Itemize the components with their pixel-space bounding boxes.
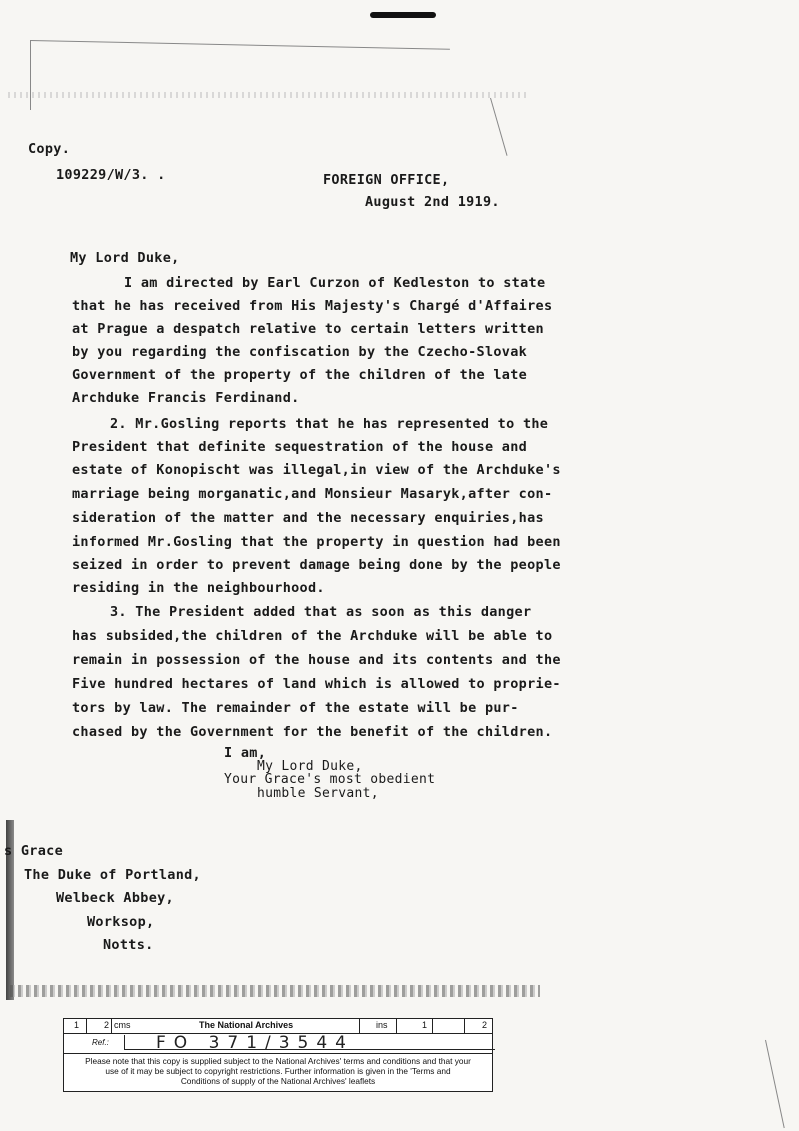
ref-value: FO 371/3544: [156, 1033, 355, 1053]
letter-date: August 2nd 1919.: [365, 194, 500, 210]
reference-number: 109229/W/3. .: [56, 167, 166, 183]
para1-line: by you regarding the confiscation by the Czecho-Slovak: [72, 344, 528, 360]
para2-line: seized in order to prevent damage being done by the people: [72, 557, 561, 573]
para2-line: 2. Mr.Gosling reports that he has represented to the: [110, 416, 549, 432]
ruler-unit: cms: [114, 1020, 131, 1030]
archive-name: The National Archives: [199, 1020, 294, 1030]
notice-line: Conditions of supply of the National Archives' leaflets: [180, 1076, 376, 1086]
para1-line: Archduke Francis Ferdinand.: [72, 390, 300, 406]
ruler-tick: [86, 1019, 87, 1033]
address-line: Welbeck Abbey,: [56, 890, 174, 906]
para2-line: marriage being morganatic,and Monsieur Masaryk,after con-: [72, 486, 553, 502]
para3-line: has subsided,the children of the Archduke will be able to: [72, 628, 553, 644]
ruler-tick: [111, 1019, 112, 1033]
ruler-number: 1: [422, 1020, 428, 1030]
salutation: My Lord Duke,: [70, 250, 180, 266]
ruler-tick: [359, 1019, 360, 1033]
ruler-number: 2: [482, 1020, 488, 1030]
para2-line: President that definite sequestration of the house and: [72, 439, 528, 455]
ruler-number: 1: [74, 1020, 80, 1030]
para3-line: Five hundred hectares of land which is allowed to proprie-: [72, 676, 561, 692]
corner-line: [490, 98, 507, 156]
closing-line: My Lord Duke,: [257, 759, 363, 774]
para3-line: chased by the Government for the benefit of the children.: [72, 724, 553, 740]
address-line: Notts.: [103, 937, 154, 953]
ref-label: Ref.:: [92, 1038, 109, 1047]
closing-line: Your Grace's most obedient: [224, 772, 436, 787]
para2-line: residing in the neighbourhood.: [72, 580, 325, 596]
para1-line: at Prague a despatch relative to certain letters written: [72, 321, 544, 337]
ruler-unit: ins: [376, 1020, 388, 1030]
closing-line: humble Servant,: [257, 786, 379, 801]
para2-line: estate of Konopischt was illegal,in view of the Archduke's: [72, 462, 561, 478]
reference-row: [64, 1033, 492, 1054]
notice-line: Please note that this copy is supplied subject to the National Archives' terms and conditions and that your: [85, 1056, 471, 1066]
para1-line: that he has received from His Majesty's Chargé d'Affaires: [72, 298, 553, 314]
ruler-tick: [464, 1019, 465, 1033]
closing-i-am: I am,: [224, 745, 267, 761]
para3-line: remain in possession of the house and its contents and the: [72, 652, 561, 668]
address-line: Worksop,: [87, 914, 155, 930]
margin-line: [30, 40, 31, 110]
scan-edge-bottom: [10, 985, 540, 997]
ruler-number: 2: [104, 1020, 110, 1030]
address-line: The Duke of Portland,: [24, 867, 201, 883]
para2-line: sideration of the matter and the necessary enquiries,has: [72, 510, 544, 526]
para1-line: Government of the property of the children of the late: [72, 367, 528, 383]
ink-mark: [370, 12, 436, 18]
para1-line: I am directed by Earl Curzon of Kedleston to state: [124, 275, 546, 291]
copy-label: Copy.: [28, 141, 71, 157]
edge-line: [765, 1040, 785, 1128]
notice-line: use of it may be subject to copyright restrictions. Further information is given in the 'Terms and: [105, 1066, 451, 1076]
para2-line: informed Mr.Gosling that the property in question had been: [72, 534, 561, 550]
archive-reference-box: [63, 1018, 493, 1092]
fold-line: [30, 40, 450, 50]
ruler-tick: [432, 1019, 433, 1033]
terms-notice: [70, 1056, 486, 1086]
para3-line: tors by law. The remainder of the estate will be pur-: [72, 700, 519, 716]
para3-line: 3. The President added that as soon as this danger: [110, 604, 532, 620]
ruler-tick: [396, 1019, 397, 1033]
scan-edge-top: [8, 92, 528, 98]
office-heading: FOREIGN OFFICE,: [323, 172, 450, 188]
address-line: s Grace: [4, 843, 63, 859]
ruler-row: [64, 1019, 492, 1034]
